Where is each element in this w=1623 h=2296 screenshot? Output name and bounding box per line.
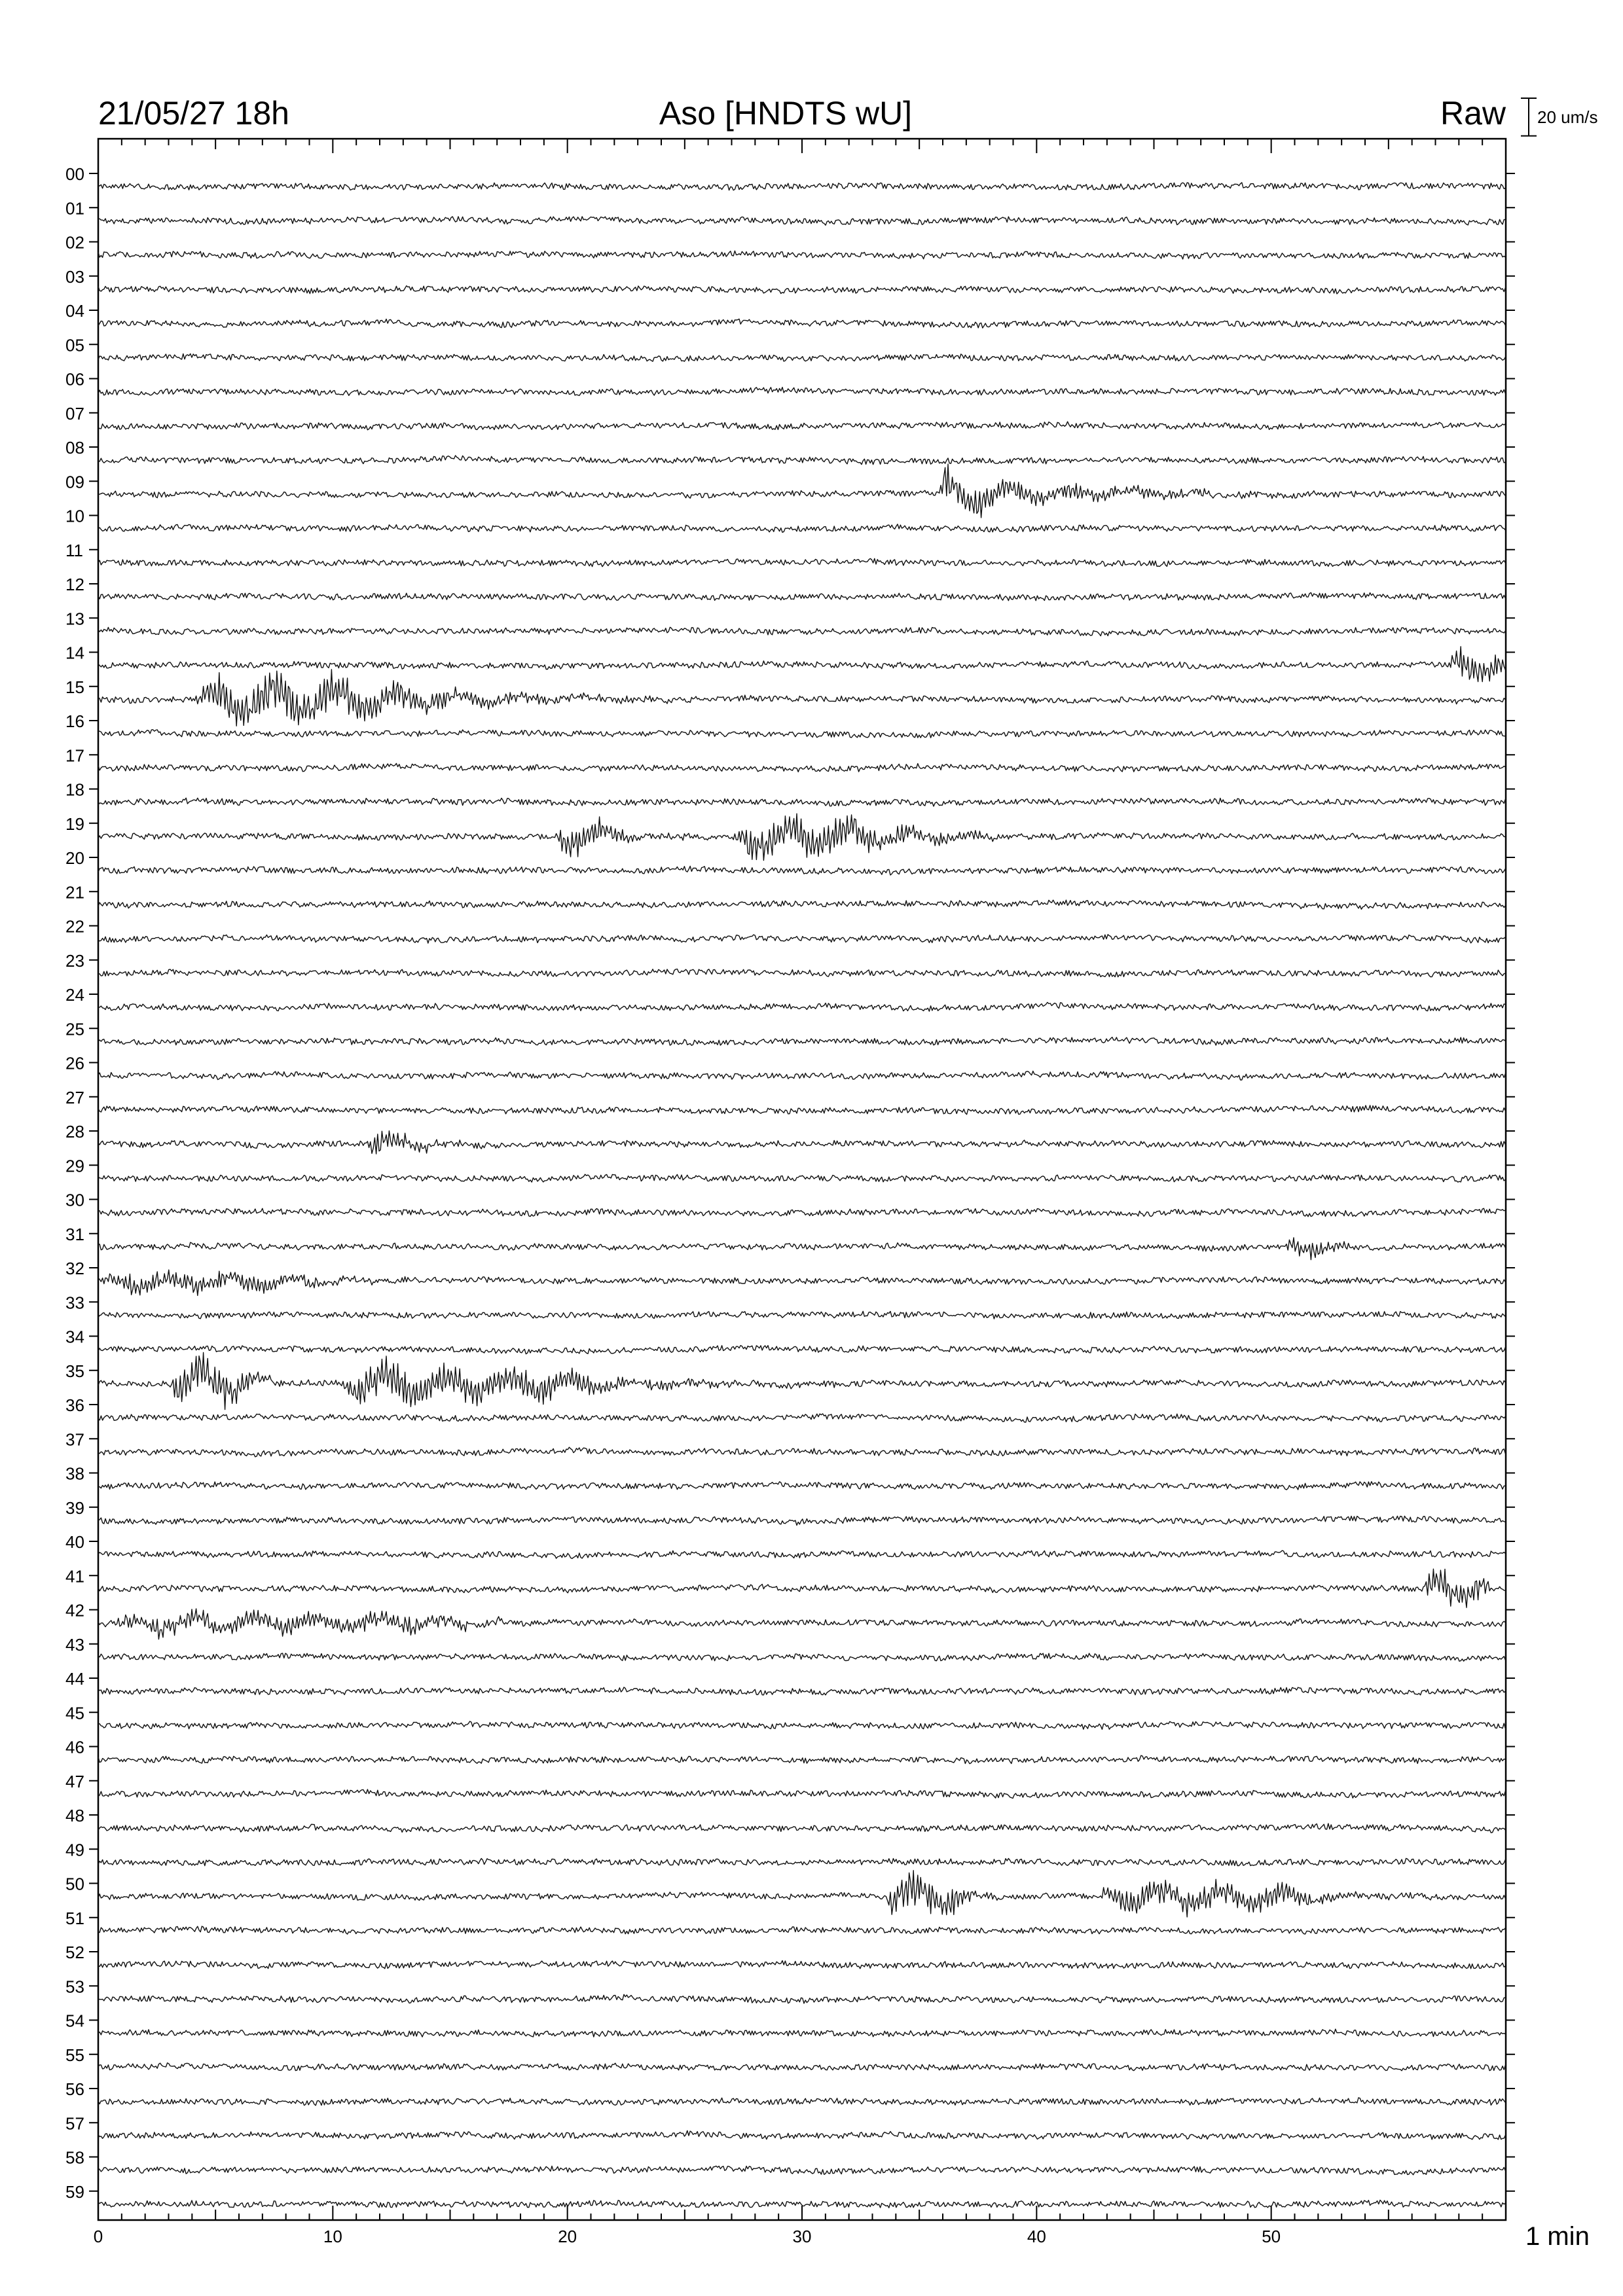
trace-row (98, 1569, 1505, 1607)
row-label: 58 (65, 2147, 84, 2168)
trace-row (98, 1516, 1505, 1525)
row-label: 51 (65, 1908, 84, 1928)
trace-row (98, 354, 1505, 362)
trace-row (98, 1270, 1505, 1295)
trace-row (98, 1105, 1505, 1115)
trace-row (98, 558, 1505, 566)
trace-row (98, 387, 1505, 396)
trace-row (98, 1721, 1505, 1729)
row-label: 20 (65, 848, 84, 868)
trace-row (98, 627, 1505, 636)
trace-row (98, 1961, 1505, 1969)
row-label: 57 (65, 2113, 84, 2134)
trace-row (98, 2098, 1505, 2106)
x-tick-label: 30 (792, 2227, 812, 2246)
trace-row (98, 422, 1505, 430)
row-label: 54 (65, 2011, 84, 2031)
trace-row (98, 464, 1505, 518)
row-label: 03 (65, 266, 84, 287)
trace-row (98, 319, 1505, 328)
mode-label: Raw (1440, 95, 1506, 132)
trace-row (98, 730, 1505, 738)
x-tick-label: 0 (93, 2227, 103, 2246)
row-label: 12 (65, 575, 84, 594)
row-label: 21 (65, 882, 84, 903)
row-label: 30 (65, 1190, 84, 1210)
row-label: 29 (65, 1156, 84, 1176)
trace-row (98, 1174, 1505, 1182)
row-label: 01 (65, 198, 84, 219)
seismic-traces (98, 183, 1505, 2208)
trace-row (98, 456, 1505, 465)
row-label: 39 (65, 1498, 84, 1518)
trace-row (98, 1003, 1505, 1012)
trace-row (98, 1609, 1505, 1640)
trace-row (98, 524, 1505, 532)
row-label: 16 (65, 711, 84, 731)
x-tick-label: 10 (323, 2227, 342, 2246)
row-label: 48 (65, 1806, 84, 1825)
trace-row (98, 1994, 1505, 2003)
trace-row (98, 1823, 1505, 1833)
trace-row (98, 1687, 1505, 1695)
trace-row (98, 286, 1505, 294)
row-label: 02 (65, 232, 84, 253)
row-label: 33 (65, 1293, 84, 1313)
trace-row (98, 1482, 1505, 1490)
trace-row (98, 2029, 1505, 2037)
row-label: 41 (65, 1566, 84, 1587)
trace-row (98, 1551, 1505, 1558)
row-label: 52 (65, 1943, 84, 1962)
row-label: 46 (65, 1737, 84, 1757)
date-hour-label: 21/05/27 18h (98, 95, 289, 132)
row-label: 22 (65, 916, 84, 937)
row-label: 43 (65, 1634, 84, 1655)
trace-row (98, 1414, 1505, 1422)
x-tick-label: 50 (1262, 2227, 1281, 2246)
x-axis-unit-label: 1 min (1525, 2222, 1590, 2251)
row-label: 13 (65, 609, 84, 629)
row-label: 24 (65, 985, 84, 1005)
row-label: 35 (65, 1361, 84, 1381)
trace-row (98, 2166, 1505, 2174)
trace-row (98, 2130, 1505, 2139)
row-label: 10 (65, 506, 84, 526)
trace-row (98, 1755, 1505, 1764)
row-label: 56 (65, 2079, 84, 2099)
row-label: 26 (65, 1053, 84, 1073)
row-label: 15 (65, 677, 84, 697)
trace-row (98, 763, 1505, 772)
row-label: 53 (65, 1977, 84, 1997)
trace-row (98, 1858, 1505, 1865)
row-label: 17 (65, 745, 84, 766)
scale-bar-label: 20 um/s (1537, 107, 1598, 127)
trace-row (98, 1071, 1505, 1081)
row-label: 27 (65, 1087, 84, 1107)
row-label: 42 (65, 1600, 84, 1621)
row-label: 07 (65, 403, 84, 423)
trace-row (98, 798, 1505, 806)
row-label: 28 (65, 1122, 84, 1141)
row-label: 23 (65, 950, 84, 971)
trace-row (98, 1312, 1505, 1319)
trace-row (98, 1346, 1505, 1354)
row-label: 08 (65, 438, 84, 457)
row-label: 25 (65, 1019, 84, 1039)
row-label: 32 (65, 1259, 84, 1278)
trace-row (98, 183, 1505, 190)
station-title: Aso [HNDTS wU] (659, 95, 913, 132)
trace-row (98, 1789, 1505, 1799)
row-label: 06 (65, 369, 84, 389)
row-label: 34 (65, 1327, 84, 1347)
axis-ticks (89, 139, 1515, 2220)
row-label: 47 (65, 1771, 84, 1791)
row-label: 18 (65, 780, 84, 800)
row-label: 37 (65, 1429, 84, 1450)
row-label: 00 (65, 164, 84, 184)
trace-row (98, 900, 1505, 909)
trace-row (98, 1653, 1505, 1661)
trace-row (98, 1208, 1505, 1217)
trace-row (98, 593, 1505, 601)
trace-row (98, 1353, 1505, 1410)
row-labels (65, 164, 84, 2202)
trace-row (98, 935, 1505, 943)
x-tick-labels (94, 2227, 1281, 2246)
trace-row (98, 1926, 1505, 1934)
row-label: 14 (65, 643, 84, 663)
row-label: 49 (65, 1840, 84, 1860)
trace-row (98, 670, 1505, 726)
trace-row (98, 1871, 1505, 1917)
row-label: 38 (65, 1463, 84, 1484)
row-label: 11 (65, 540, 83, 560)
trace-row (98, 1037, 1505, 1046)
trace-row (98, 1447, 1505, 1457)
trace-row (98, 2063, 1505, 2071)
row-label: 31 (65, 1224, 84, 1244)
trace-row (98, 251, 1505, 259)
row-label: 40 (65, 1532, 84, 1552)
trace-row (98, 647, 1505, 682)
row-label: 09 (65, 472, 84, 492)
trace-row (98, 969, 1505, 977)
trace-row (98, 1131, 1505, 1154)
trace-row (98, 217, 1505, 225)
x-tick-label: 20 (558, 2227, 577, 2246)
trace-row (98, 1238, 1505, 1260)
row-label: 50 (65, 1874, 84, 1894)
trace-row (98, 866, 1505, 875)
row-label: 19 (65, 814, 84, 834)
row-label: 44 (65, 1669, 84, 1689)
row-label: 36 (65, 1395, 84, 1415)
row-label: 55 (65, 2045, 84, 2065)
row-label: 59 (65, 2181, 84, 2202)
x-tick-label: 40 (1027, 2227, 1046, 2246)
trace-row (98, 814, 1505, 860)
row-label: 45 (65, 1703, 84, 1723)
row-label: 05 (65, 335, 84, 355)
row-label: 04 (65, 301, 84, 321)
scale-bar (1521, 98, 1537, 136)
